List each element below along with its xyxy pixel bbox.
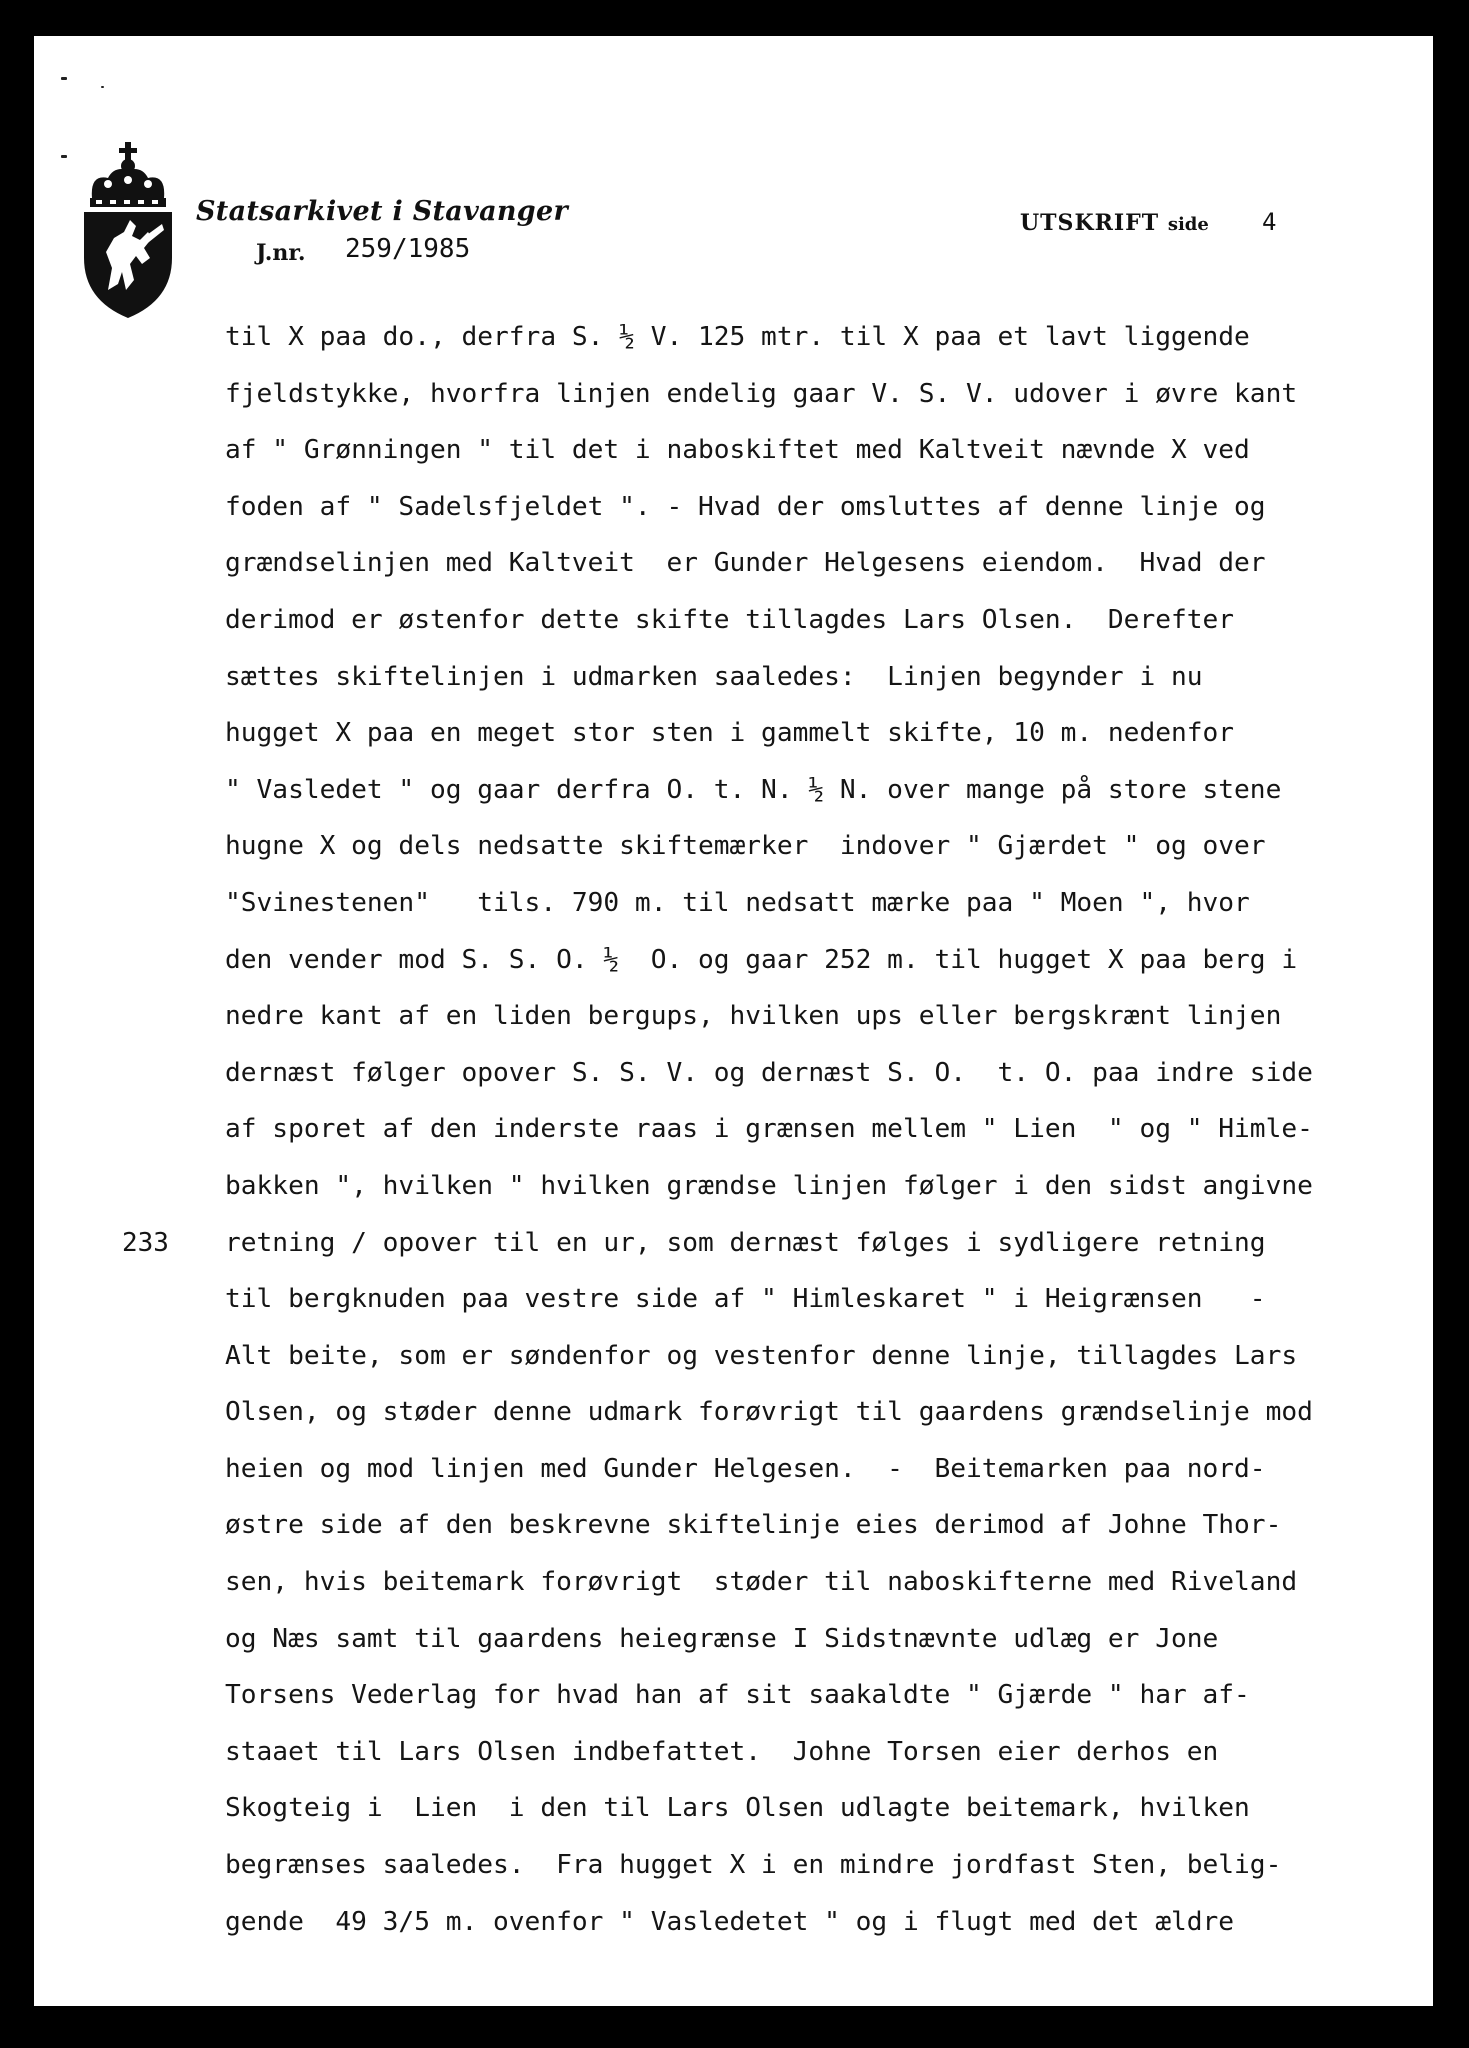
text-line: foden af " Sadelsfjeldet ". - Hvad der omsluttes af denne linje og: [225, 491, 1266, 522]
text-line: staaet til Lars Olsen indbefattet. Johne Torsen eier derhos en: [225, 1736, 1219, 1767]
text-line: Torsens Vederlag for hvad han af sit saakaldte " Gjærde " har af-: [225, 1680, 1250, 1711]
text-line: hugne X og dels nedsatte skiftemærker indover " Gjærdet " og over: [225, 831, 1266, 862]
transcript-word: UTSKRIFT: [1020, 210, 1160, 236]
coat-of-arms-icon: [78, 140, 178, 320]
transcript-label: [1020, 210, 1209, 236]
text-line: fjeldstykke, hvorfra linjen endelig gaar V. S. V. udover i øvre kant: [225, 378, 1298, 409]
margin-note: 233: [122, 1228, 169, 1258]
text-line: hugget X paa en meget stor sten i gammelt skifte, 10 m. nedenfor: [225, 718, 1235, 749]
text-line: heien og mod linjen med Gunder Helgesen. - Beitemarken paa nord-: [225, 1453, 1266, 1484]
text-line: til X paa do., derfra S. ½ V. 125 mtr. til X paa et lavt liggende: [225, 322, 1250, 352]
side-word: side: [1167, 214, 1209, 235]
text-line: den vender mod S. S. O. ½ O. og gaar 252 m. til hugget X paa berg i: [225, 944, 1298, 975]
text-line: gende 49 3/5 m. ovenfor " Vasledetet " og i flugt med det ældre: [225, 1906, 1235, 1937]
text-line: begrænses saaledes. Fra hugget X i en mindre jordfast Sten, belig-: [225, 1850, 1282, 1881]
text-line: af " Grønningen " til det i naboskiftet med Kaltveit nævnde X ved: [225, 435, 1250, 466]
text-line: Skogteig i Lien i den til Lars Olsen udlagte beitemark, hvilken: [225, 1793, 1250, 1824]
text-line: sættes skiftelinjen i udmarken saaledes: Linjen begynder i nu: [225, 661, 1203, 692]
text-line: bakken ", hvilken " hvilken grændse linjen følger i den sidst angivne: [225, 1170, 1313, 1201]
page-number: 4: [1262, 208, 1277, 236]
text-line: retning / opover til en ur, som dernæst følges i sydligere retning: [225, 1227, 1266, 1258]
text-line: dernæst følger opover S. S. V. og dernæst S. O. t. O. paa indre side: [225, 1057, 1313, 1088]
text-line: "Svinestenen" tils. 790 m. til nedsatt mærke paa " Moen ", hvor: [225, 887, 1250, 918]
text-line: af sporet af den inderste raas i grænsen mellem " Lien " og " Himle-: [225, 1114, 1313, 1145]
scan-speck: [61, 77, 67, 80]
text-line: " Vasledet " og gaar derfra O. t. N. ½ N. over mange på store stene: [225, 774, 1282, 805]
text-line: og Næs samt til gaardens heiegrænse I Sidstnævnte udlæg er Jone: [225, 1623, 1219, 1654]
journal-number-label: J.nr.: [256, 240, 306, 266]
text-line: til bergknuden paa vestre side af " Himleskaret " i Heigrænsen -: [225, 1284, 1266, 1315]
transcript-body: [225, 318, 1415, 1959]
text-line: Alt beite, som er søndenfor og vestenfor denne linje, tillagdes Lars: [225, 1340, 1298, 1371]
journal-number-value: 259/1985: [345, 234, 471, 264]
text-line: nedre kant af en liden bergups, hvilken ups eller bergskrænt linjen: [225, 1001, 1282, 1032]
text-line: sen, hvis beitemark forøvrigt støder til naboskifterne med Riveland: [225, 1567, 1298, 1598]
text-line: grændselinjen med Kaltveit er Gunder Helgesens eiendom. Hvad der: [225, 548, 1266, 579]
text-line: Olsen, og støder denne udmark forøvrigt til gaardens grændselinje mod: [225, 1397, 1313, 1428]
text-line: østre side af den beskrevne skiftelinje eies derimod af Johne Thor-: [225, 1510, 1282, 1541]
archive-name: Statsarkivet i Stavanger: [196, 196, 568, 227]
scan-speck: [61, 155, 67, 158]
scan-speck: [101, 86, 104, 88]
text-line: derimod er østenfor dette skifte tillagdes Lars Olsen. Derefter: [225, 604, 1235, 635]
